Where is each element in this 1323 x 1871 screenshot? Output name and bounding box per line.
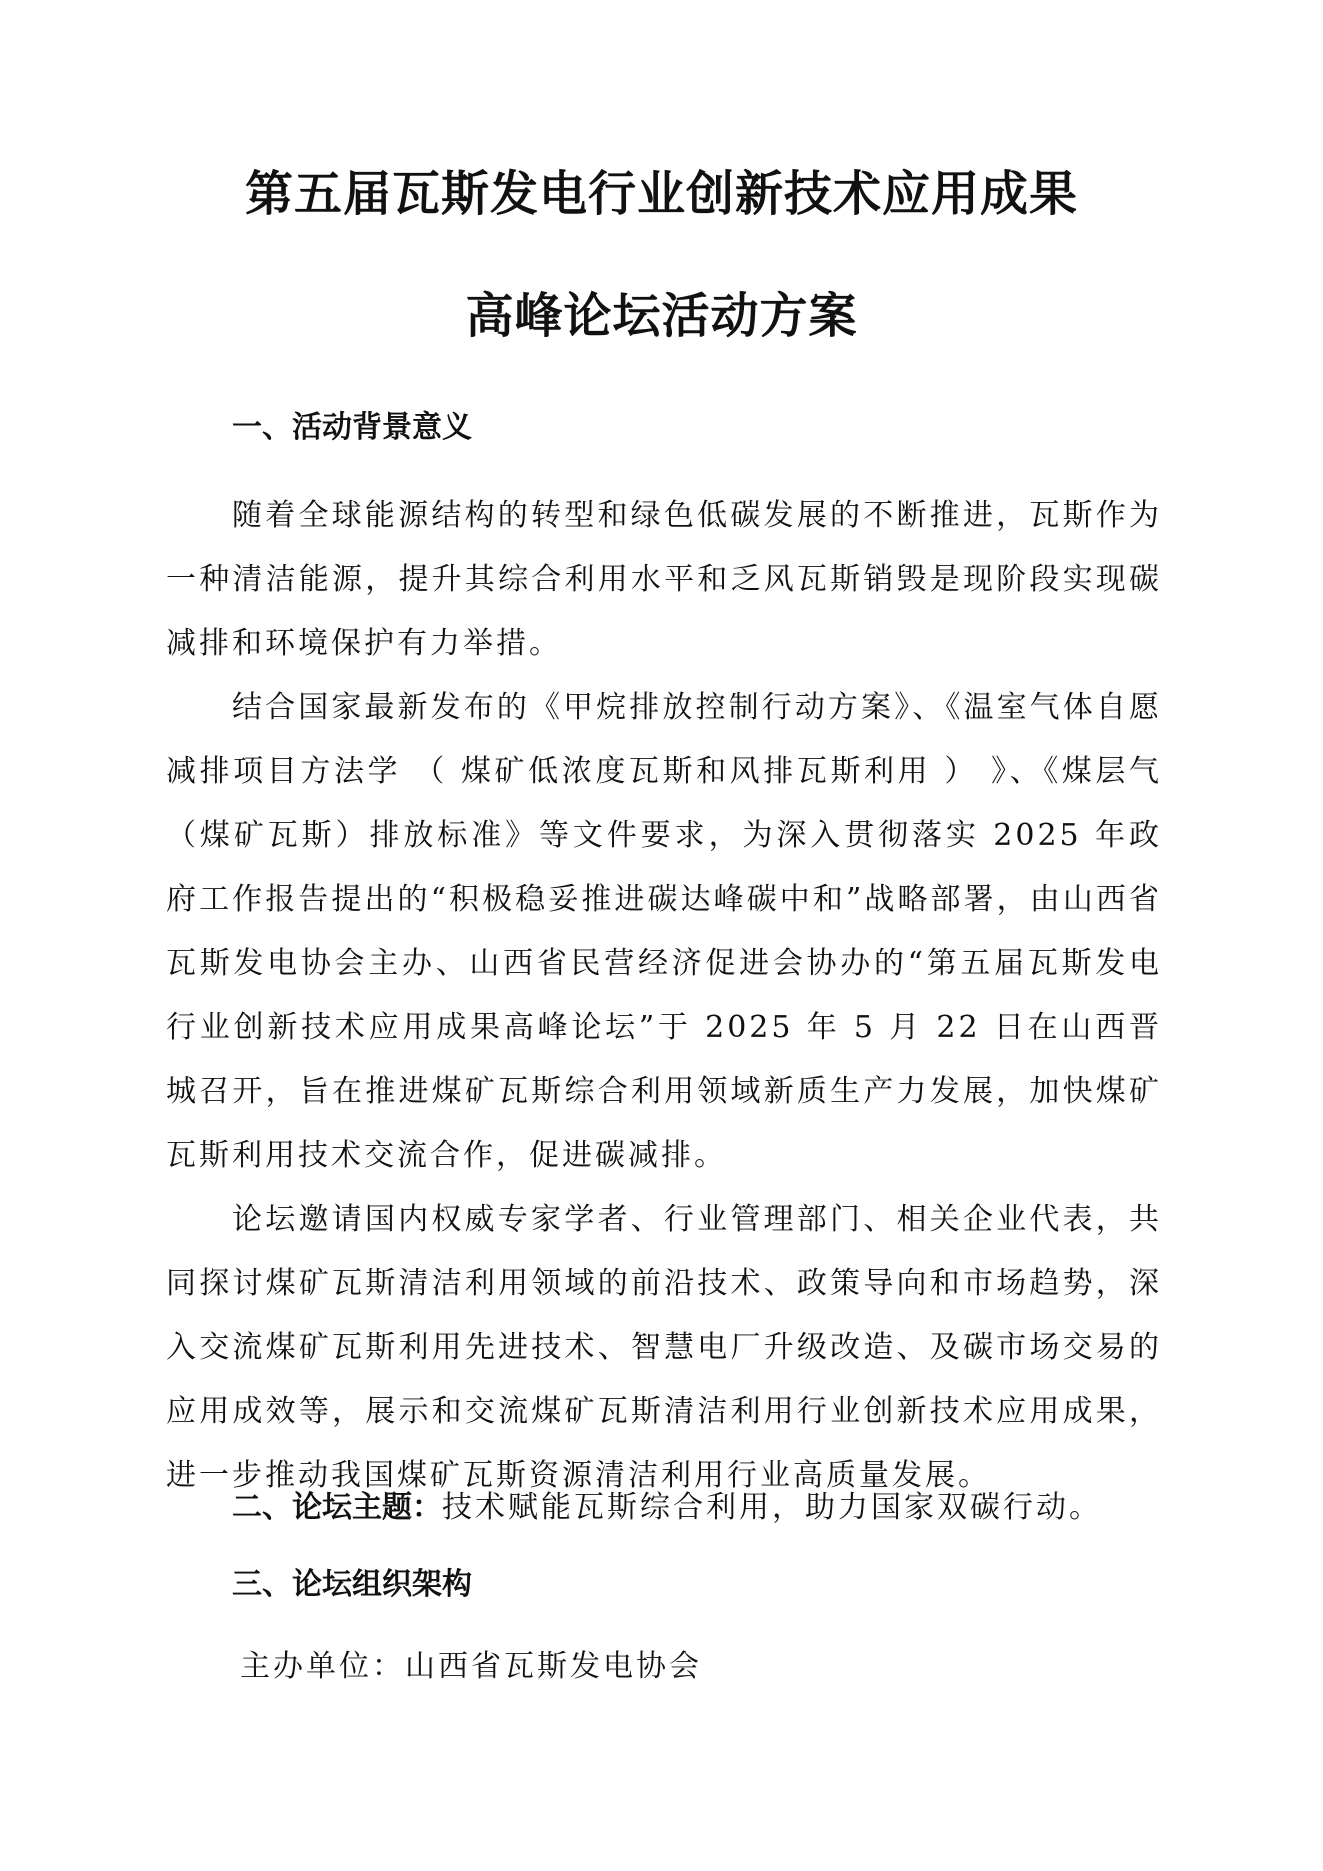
host-organization-line: 主办单位：山西省瓦斯发电协会 (240, 1649, 702, 1684)
section-2-text: 技术赋能瓦斯综合利用，助力国家双碳行动。 (442, 1490, 1102, 1525)
section-2-theme (232, 1490, 1102, 1525)
section-1-paragraph-3: 论坛邀请国内权威专家学者、行业管理部门、相关企业代表，共同探讨煤矿瓦斯清洁利用领域的前沿技术、政策导向和市场趋势，深入交流煤矿瓦斯利用先进技术、智慧电厂升级改造、及碳市场交易的应用成效等，展示和交流煤矿瓦斯清洁利用行业创新技术应用成果，进一步推动我国煤矿瓦斯资源清洁利用行业高质量发展。 (166, 1202, 1162, 1493)
section-1-paragraph-1: 随着全球能源结构的转型和绿色低碳发展的不断推进，瓦斯作为一种清洁能源，提升其综合利用水平和乏风瓦斯销毁是现阶段实现碳减排和环境保护有力举措。 (166, 498, 1162, 661)
section-3-heading: 三、论坛组织架构 (232, 1567, 472, 1602)
document-title-line-2: 高峰论坛活动方案 (465, 288, 858, 344)
section-2-label: 二、论坛主题： (232, 1490, 442, 1525)
section-1-heading: 一、活动背景意义 (232, 410, 472, 445)
document-title-line-1: 第五届瓦斯发电行业创新技术应用成果 (244, 166, 1078, 222)
section-1-paragraph-2: 结合国家最新发布的《甲烷排放控制行动方案》、《温室气体自愿减排项目方法学 （ 煤矿低浓度瓦斯和风排瓦斯利用 ） 》、《煤层气（煤矿瓦斯）排放标准》等文件要求，为深入贯彻落实 2025 年政府工作报告提出的“积极稳妥推进碳达峰碳中和”战略部署，由山西省瓦斯发电协会主办、山西省民营经济促进会协办的“第五届瓦斯发电行业创新技术应用成果高峰论坛”于 2025 年 5 月 22 日在山西晋城召开，旨在推进煤矿瓦斯综合利用领域新质生产力发展，加快煤矿瓦斯利用技术交流合作，促进碳减排。 (166, 690, 1162, 1173)
